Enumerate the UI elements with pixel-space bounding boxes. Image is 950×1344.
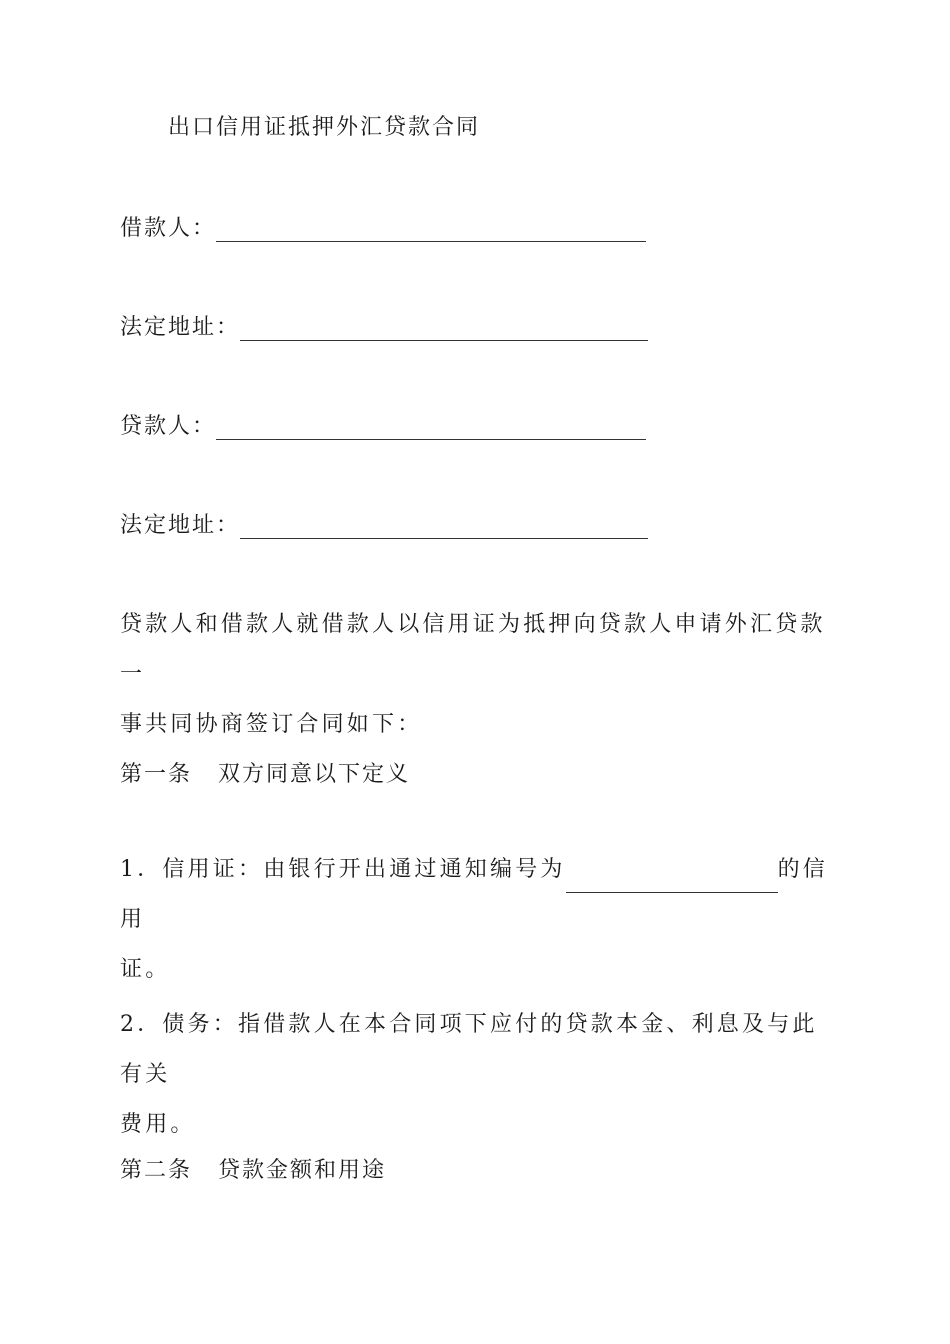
lender-field [120,412,646,442]
article-2-title: 贷款金额和用途 [218,1158,387,1183]
borrower-blank [216,219,646,242]
lender-blank [216,417,646,440]
lender-address-blank [240,516,648,539]
intro-line-2: 事共同协商签订合同如下： [120,712,423,737]
borrower-field [120,214,646,244]
lender-address-label: 法定地址： [120,513,241,538]
lender-address-field [120,511,648,541]
borrower-label: 借款人： [120,216,217,241]
intro-line-1: 贷款人和借款人就借款人以信用证为抵押向贷款人申请外汇贷款一 [120,612,826,687]
definition-2-line-1: 2．债务：指借款人在本合同项下应付的贷款本金、利息及与此有关 [120,1012,818,1087]
definition-1-text: 1．信用证：由银行开出通过通知编号为 [120,857,566,882]
lc-number-blank [566,870,778,893]
intro-paragraph [120,600,840,750]
definition-2-line-2: 费用。 [120,1112,196,1137]
definition-2 [120,1000,840,1150]
article-2-number: 第二条 [120,1158,193,1183]
article-1-number: 第一条 [120,762,193,787]
article-1-title: 双方同意以下定义 [218,762,411,787]
definition-1-line-2: 证。 [120,957,171,982]
document-title: 出口信用证抵押外汇贷款合同 [168,115,481,140]
definition-1-suffix: 的信用 [120,857,829,932]
article-2-heading [120,1156,386,1186]
borrower-address-label: 法定地址： [120,315,241,340]
lender-label: 贷款人： [120,414,217,439]
article-1-heading [120,760,410,790]
borrower-address-blank [240,318,648,341]
borrower-address-field [120,313,648,343]
definition-1 [120,845,840,995]
